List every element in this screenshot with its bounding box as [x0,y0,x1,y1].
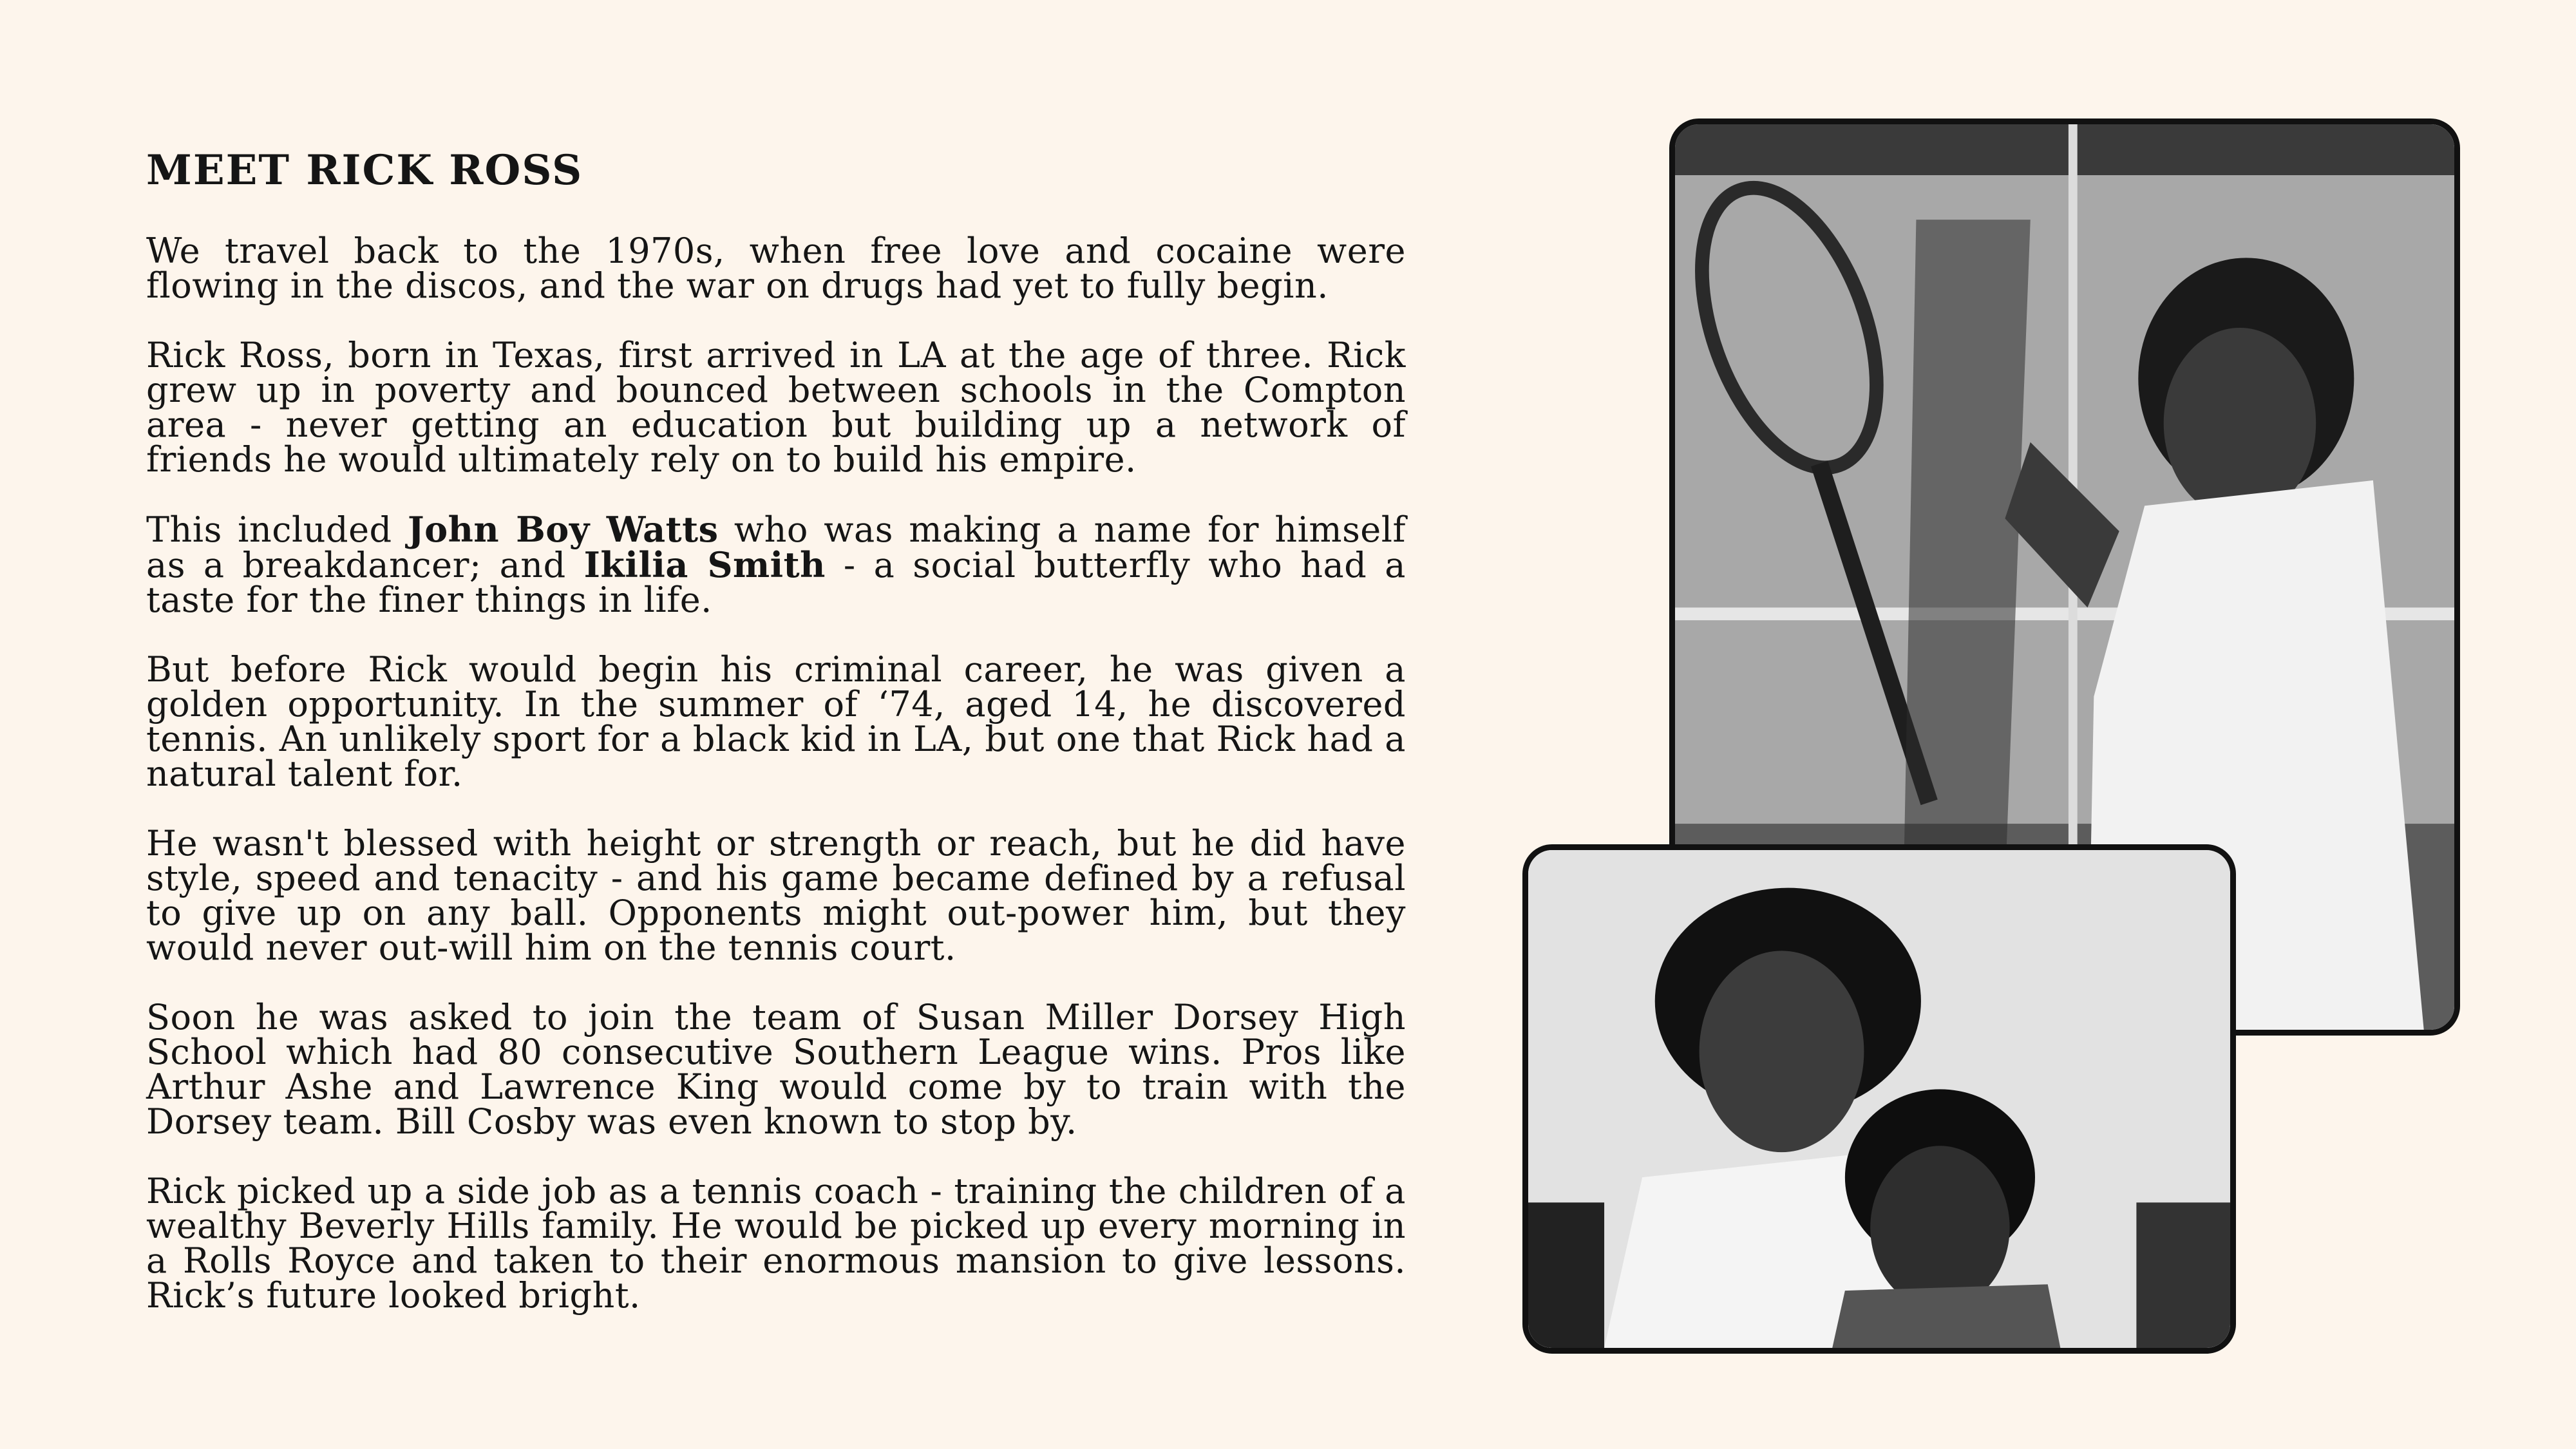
friend-name-ikilia-smith: Ikilia Smith [583,544,826,585]
paragraph-tennis-discovery: But before Rick would begin his criminal career, he was given a golden opportunity. In the summer of ‘74, aged 14, he discovered tennis. An unlikely sport for a black kid in LA, but one that Rick had a natural talent for. [146,649,1406,794]
page-title: MEET RICK ROSS [146,146,583,194]
paragraph-friends-text-b: who was making a name for himself as a breakdancer; and [146,509,1406,585]
paragraph-friends-text-a: This included [146,509,408,550]
family-photo-illustration [1528,850,2230,1348]
paragraph-friends-text-c: - a social butterfly who had a taste for the finer things in life. [146,545,1406,620]
paragraph-early-life: Rick Ross, born in Texas, first arrived in LA at the age of three. Rick grew up in poverty and bounced between schools in the Compton area - never getting an education but building up a network of friends he would ultimately rely on to build his empire. [146,335,1406,480]
article-text-column [146,145,1406,1348]
paragraph-friends [146,509,1406,620]
paragraph-dorsey-team: Soon he was asked to join the team of Susan Miller Dorsey High School which had 80 consecutive Southern League wins. Pros like Arthur Ashe and Lawrence King would come by to train with the Dorsey team. Bill Cosby was even known to stop by. [146,997,1406,1142]
friend-name-john-boy-watts: John Boy Watts [408,509,719,550]
paragraph-playing-style: He wasn't blessed with height or strength or reach, but he did have style, speed and tenacity - and his game became defined by a refusal to give up on any ball. Opponents might out-power him, but they would never out-will him on the tennis court. [146,823,1406,968]
mother-and-child-photo [1522,844,2236,1354]
paragraph-coaching-job: Rick picked up a side job as a tennis coach - training the children of a wealthy Beverly Hills family. He would be picked up every morning in a Rolls Royce and taken to their enormous mansion to give lessons. Rick’s future looked bright. [146,1171,1406,1316]
paragraph-intro: We travel back to the 1970s, when free love and cocaine were flowing in the discos, and the war on drugs had yet to fully begin. [146,231,1406,306]
